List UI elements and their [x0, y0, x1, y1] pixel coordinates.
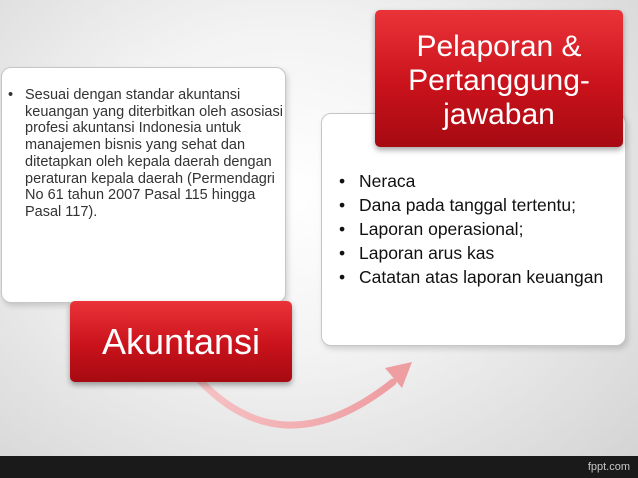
list-item: [339, 219, 624, 240]
pelaporan-title-line: Pertanggung-: [408, 64, 590, 97]
akuntansi-label-box: [70, 301, 292, 382]
left-bullet-list: [8, 87, 283, 221]
list-item-text: Neraca: [359, 171, 416, 191]
list-item: [339, 243, 624, 264]
list-item-text: Laporan operasional;: [359, 219, 524, 239]
list-item: [8, 87, 283, 221]
list-item-text: Dana pada tanggal tertentu;: [359, 195, 576, 215]
list-item-text: Laporan arus kas: [359, 243, 495, 263]
bullet-icon: •: [8, 87, 14, 103]
list-item-text: Catatan atas laporan keuangan: [359, 267, 604, 287]
bullet-icon: •: [339, 195, 346, 215]
footer-bar: [0, 456, 638, 478]
list-item: [339, 171, 624, 192]
list-item: [339, 267, 624, 288]
right-bullet-list: [339, 171, 624, 291]
pelaporan-title-line: Pelaporan &: [416, 30, 582, 63]
bullet-icon: •: [339, 171, 346, 191]
bullet-icon: •: [339, 219, 346, 239]
list-item: [339, 195, 624, 216]
pelaporan-title-line: jawaban: [443, 98, 555, 131]
footer-watermark: fppt.com: [587, 461, 630, 473]
right-content-card: [321, 113, 626, 346]
list-item-text: Sesuai dengan standar akuntansi keuangan yang diterbitkan oleh asosiasi profesi akuntansi Indonesia untuk manajemen bisnis yang sehat dan ditetapkan oleh kepala daerah dengan peraturan kepala daerah (Permendagri No 61 tahun 2007 Pasal 115 hingga Pasal 117).: [25, 87, 283, 220]
bullet-icon: •: [339, 243, 346, 263]
pelaporan-title-box: [375, 10, 623, 147]
akuntansi-label: Akuntansi: [101, 321, 261, 362]
left-content-card: [1, 67, 286, 303]
bullet-icon: •: [339, 267, 346, 287]
